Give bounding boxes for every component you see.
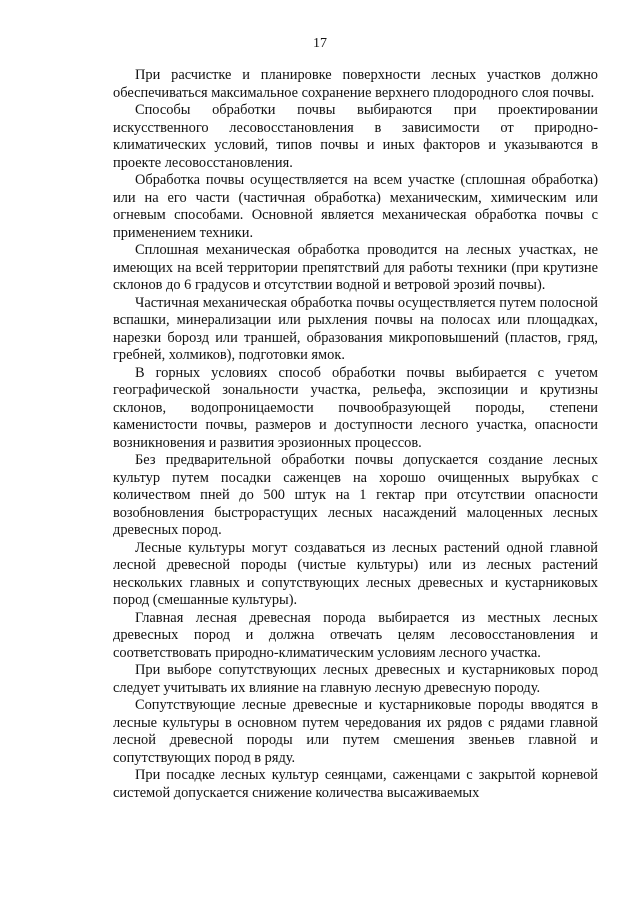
paragraph: Сплошная механическая обработка проводится на лесных участках, не имеющих на всей территории препятствий для работы техники (при крутизне склонов до 6 градусов и отсутствии водной и ветровой эрозий почвы).	[113, 242, 598, 293]
paragraph: Обработка почвы осуществляется на всем участке (сплошная обработка) или на его части (частичная обработка) механическим, химическим или огневым способами. Основной является механическая обработка почвы с применением техники.	[113, 172, 598, 241]
paragraph: В горных условиях способ обработки почвы выбирается с учетом географической зональности участка, рельефа, экспозиции и крутизны склонов, водопроницаемости почвообразующей породы, степени каменистости почвы, размеров и доступности лесного участка, опасности возникновения и развития эрозионных процессов.	[113, 364, 598, 451]
paragraph: Лесные культуры могут создаваться из лесных растений одной главной лесной древесной породы (чистые культуры) или из лесных растений нескольких главных и сопутствующих лесных древесных и кустарниковых пород (смешанные культуры).	[113, 539, 598, 608]
paragraph: Частичная механическая обработка почвы осуществляется путем полосной вспашки, минерализации или рыхления почвы на полосах или площадках, нарезки борозд или траншей, образования микроповышений (пластов, гряд, гребней, холмиков), подготовки ямок.	[113, 294, 598, 363]
paragraph: Сопутствующие лесные древесные и кустарниковые породы вводятся в лесные культуры в основном путем чередования их рядов с рядами главной лесной древесной породы или путем смешения звеньев главной и сопутствующих пород в ряду.	[113, 697, 598, 766]
paragraph: При посадке лесных культур сеянцами, саженцами с закрытой корневой системой допускается снижение количества высаживаемых	[113, 767, 598, 801]
paragraph: Главная лесная древесная порода выбирается из местных лесных древесных пород и должна отвечать целям лесовосстановления и соответствовать природно-климатическим условиям лесного участка.	[113, 609, 598, 661]
paragraph: При выборе сопутствующих лесных древесных и кустарниковых пород следует учитывать их влияние на главную лесную древесную породу.	[113, 662, 598, 696]
paragraph: Без предварительной обработки почвы допускается создание лесных культур путем посадки саженцев на хорошо очищенных вырубках с количеством пней до 500 штук на 1 гектар при отсутствии опасности возобновления быстрорастущих лесных насаждений малоценных лесных древесных пород.	[113, 452, 598, 538]
paragraph: При расчистке и планировке поверхности лесных участков должно обеспечиваться максимальное сохранение верхнего плодородного слоя почвы.	[113, 67, 598, 101]
document-body	[113, 67, 598, 802]
page-number: 17	[313, 36, 327, 51]
paragraph: Способы обработки почвы выбираются при проектировании искусственного лесовосстановления в зависимости от природно-климатических условий, типов почвы и иных факторов и указываются в проекте лесовосстановления.	[113, 102, 598, 171]
